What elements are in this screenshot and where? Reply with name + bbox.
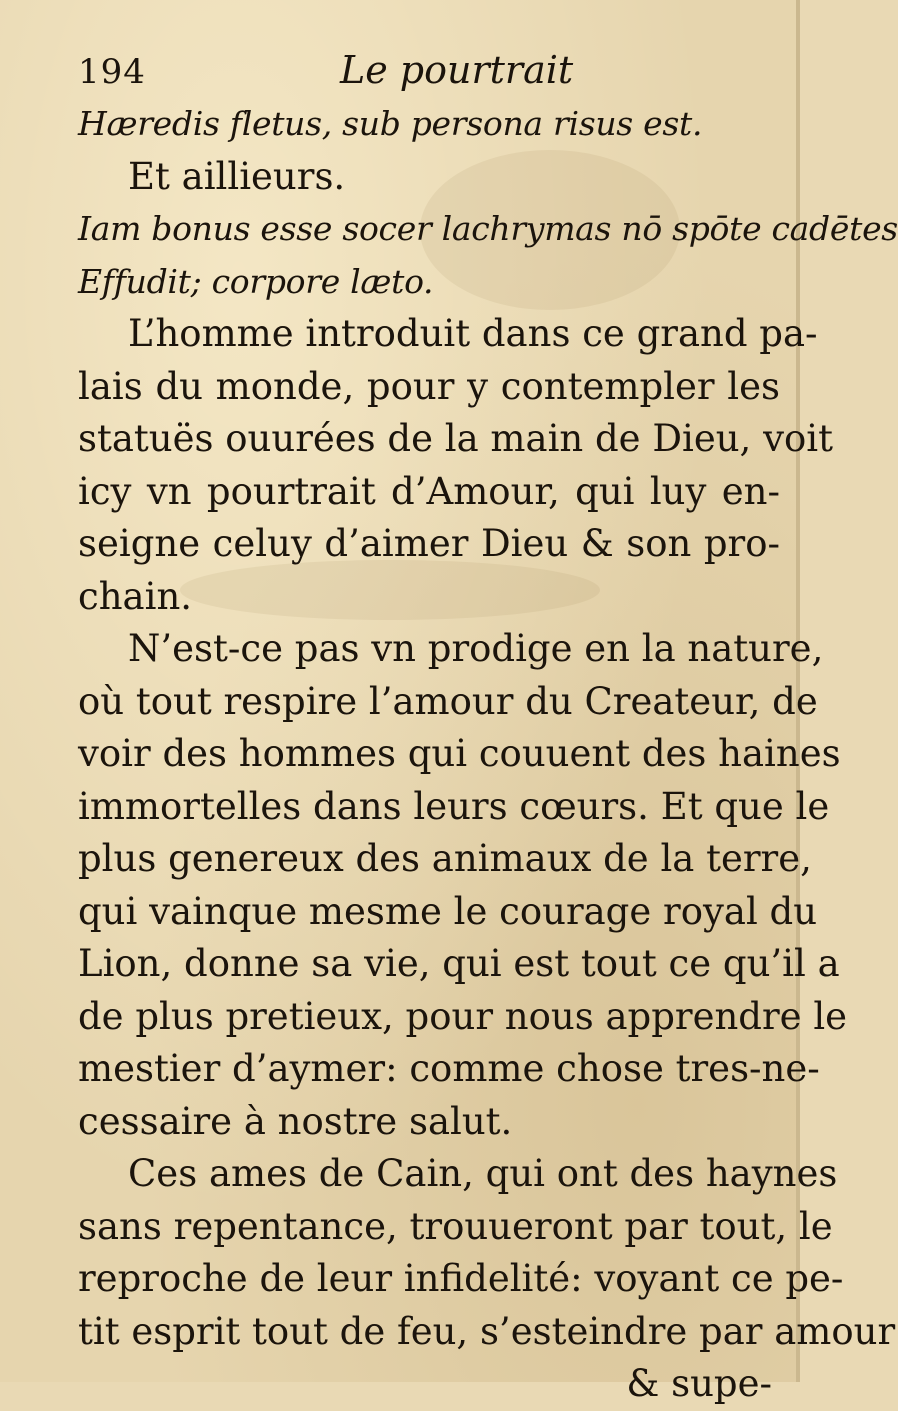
text-line: de plus pretieux, pour nous apprendre le — [78, 994, 848, 1038]
catchword: & supe- — [626, 1362, 772, 1405]
text-line: lais du monde, pour y contempler les — [78, 364, 780, 408]
text-line: où tout respire l’amour du Createur, de — [78, 679, 818, 723]
text-line: voir des hommes qui couuent des haines — [78, 732, 841, 775]
text-line: tit esprit tout de feu, s’esteindre par amour — [78, 1309, 896, 1353]
text-line: seigne celuy d’aimer Dieu & son pro- — [78, 522, 780, 565]
text-line: immortelles dans leurs cœurs. Et que le — [78, 784, 830, 828]
text-line: N’est-ce pas vn prodige en la nature, — [128, 627, 824, 670]
text-line: qui vainque mesme le courage royal du — [78, 889, 818, 933]
text-line: sans repentance, trouueront par tout, le — [78, 1204, 833, 1248]
text-line: statuës ouurées de la main de Dieu, voit — [78, 417, 833, 460]
latin-quote-line: Hæredis fletus, sub persona risus est. — [78, 104, 703, 143]
page-header — [78, 42, 758, 92]
page-number: 194 — [78, 52, 146, 92]
running-title: Le pourtrait — [340, 48, 574, 92]
text-line: cessaire à nostre salut. — [78, 1099, 513, 1143]
text-line: chain. — [78, 574, 193, 618]
latin-quote-line: Iam bonus esse socer lachrymas nō spōte cadētes — [78, 209, 898, 248]
text-line: Ces ames de Cain, qui ont des haynes — [128, 1152, 838, 1195]
text-line: Lion, donne sa vie, qui est tout ce qu’il a — [78, 942, 840, 985]
body-text — [78, 98, 898, 1411]
text-line: L’homme introduit dans ce grand pa- — [128, 312, 818, 355]
text-line: Et aillieurs. — [128, 154, 346, 198]
latin-quote-line: Effudit; corpore læto. — [78, 261, 434, 301]
text-line: reproche de leur infidelité: voyant ce pe- — [78, 1257, 844, 1300]
text-line: plus genereux des animaux de la terre, — [78, 837, 812, 880]
text-line: mestier d’aymer: comme chose tres-ne- — [78, 1047, 820, 1090]
text-line: icy vn pourtrait d’Amour, qui luy en- — [78, 469, 780, 513]
